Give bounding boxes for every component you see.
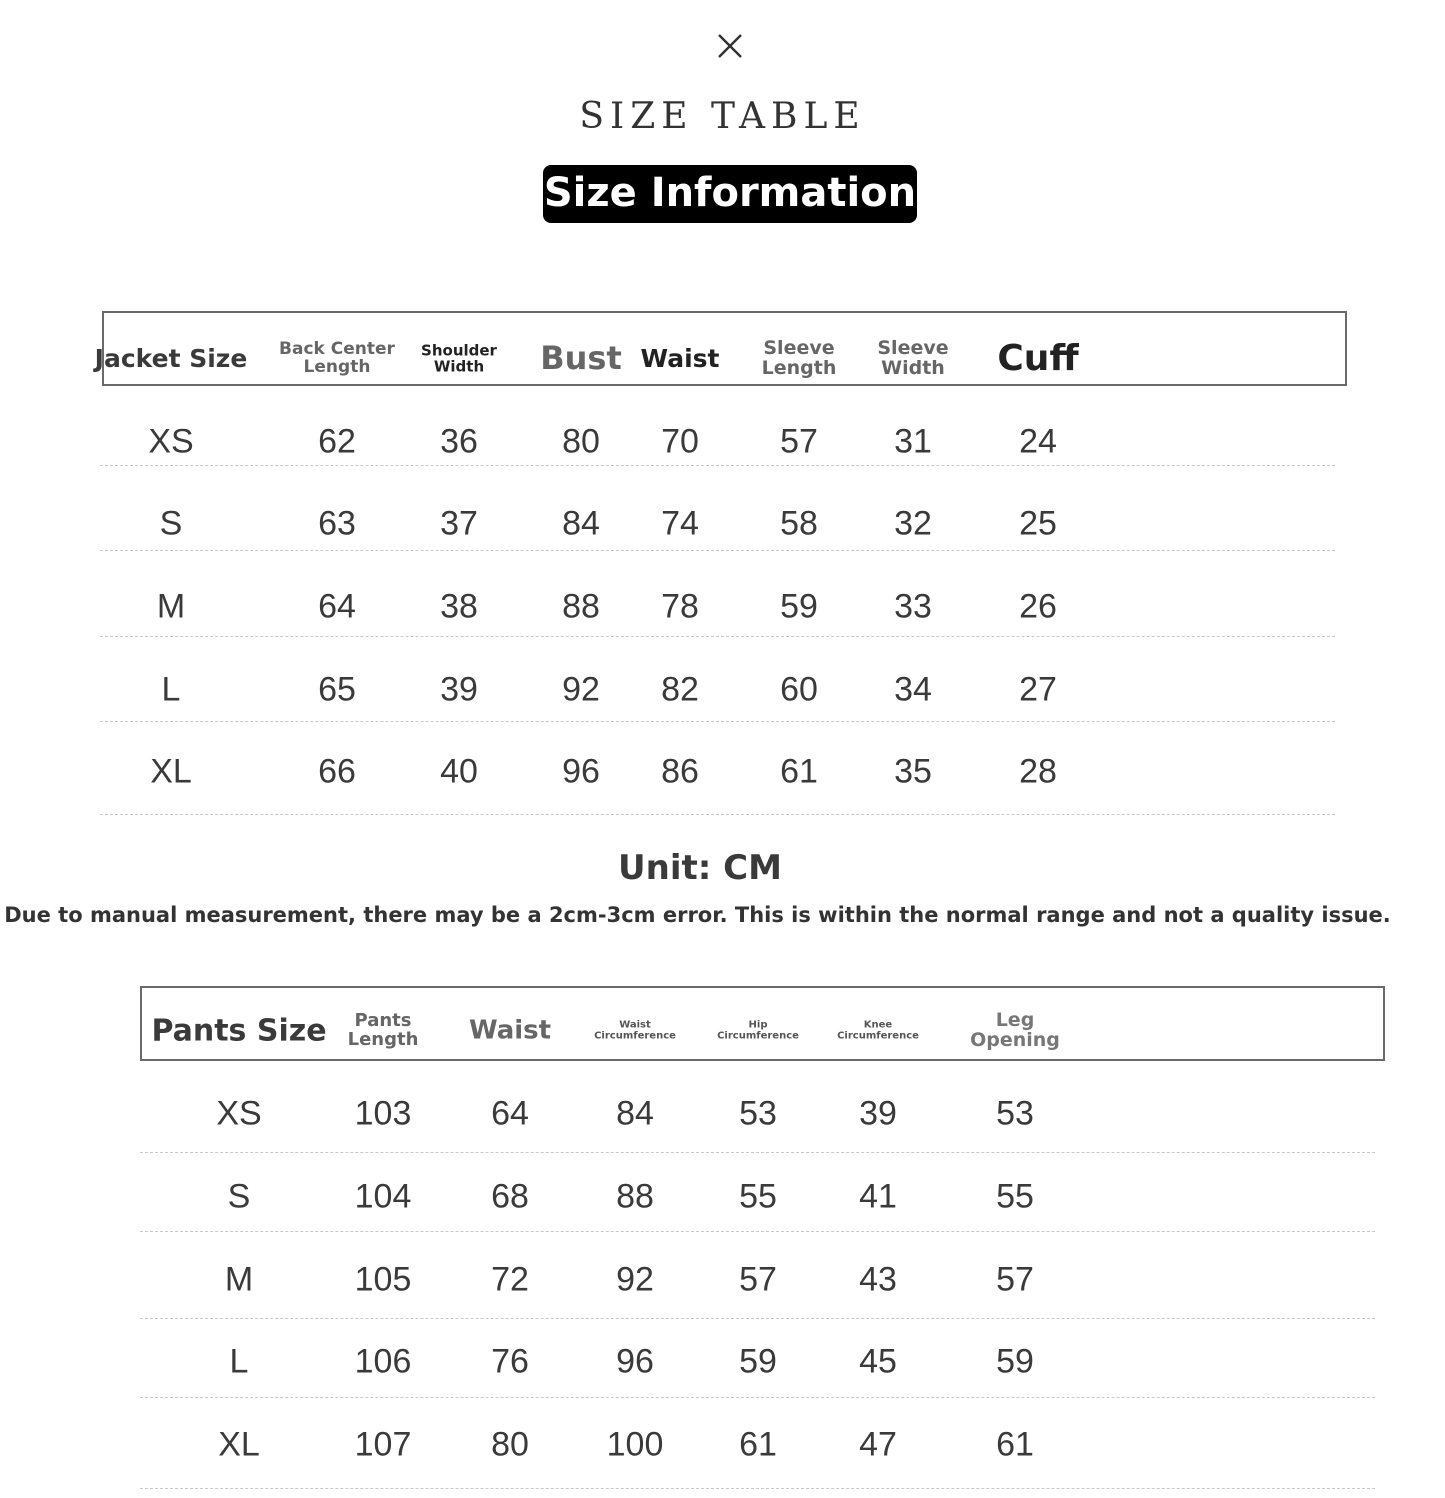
jacket-cell-r0-c0: XS xyxy=(148,422,194,461)
jacket-cell-r2-c4: 78 xyxy=(661,587,699,626)
pants-header-3: Waist Circumference xyxy=(594,1019,676,1041)
pants-cell-r1-c2: 68 xyxy=(491,1177,529,1216)
jacket-cell-r3-c7: 27 xyxy=(1019,670,1057,709)
pants-cell-r2-c2: 72 xyxy=(491,1260,529,1299)
jacket-cell-r1-c7: 25 xyxy=(1019,504,1057,543)
pants-cell-r1-c4: 55 xyxy=(739,1177,777,1216)
jacket-cell-r2-c6: 33 xyxy=(894,587,932,626)
jacket-cell-r1-c0: S xyxy=(159,504,183,543)
pants-header-4: Hip Circumference xyxy=(717,1019,799,1041)
pants-cell-r0-c2: 64 xyxy=(491,1094,529,1133)
pants-cell-r0-c1: 103 xyxy=(354,1094,412,1133)
jacket-cell-r1-c4: 74 xyxy=(661,504,699,543)
jacket-cell-r3-c5: 60 xyxy=(780,670,818,709)
pants-cell-r3-c3: 96 xyxy=(616,1342,654,1381)
pants-row-divider xyxy=(140,1318,1375,1319)
jacket-header-3: Bust xyxy=(540,339,622,378)
pants-header-6: Leg Opening xyxy=(970,1009,1060,1051)
pants-cell-r1-c3: 88 xyxy=(616,1177,654,1216)
pants-cell-r3-c1: 106 xyxy=(354,1342,412,1381)
jacket-cell-r2-c0: M xyxy=(156,587,186,626)
pants-cell-r4-c3: 100 xyxy=(606,1425,664,1464)
jacket-cell-r3-c6: 34 xyxy=(894,670,932,709)
pants-cell-r0-c3: 84 xyxy=(616,1094,654,1133)
pants-cell-r1-c6: 55 xyxy=(996,1177,1034,1216)
jacket-cell-r4-c4: 86 xyxy=(661,752,699,791)
jacket-cell-r3-c4: 82 xyxy=(661,670,699,709)
jacket-header-5: Sleeve Length xyxy=(761,337,837,379)
jacket-cell-r3-c0: L xyxy=(161,670,181,709)
pants-cell-r4-c4: 61 xyxy=(739,1425,777,1464)
jacket-cell-r1-c6: 32 xyxy=(894,504,932,543)
pants-cell-r3-c6: 59 xyxy=(996,1342,1034,1381)
pants-header-2: Waist xyxy=(468,1015,552,1046)
pants-cell-r1-c1: 104 xyxy=(354,1177,412,1216)
jacket-header-2: Shoulder Width xyxy=(421,341,497,375)
pants-cell-r4-c5: 47 xyxy=(859,1425,897,1464)
jacket-cell-r4-c6: 35 xyxy=(894,752,932,791)
pants-header-5: Knee Circumference xyxy=(837,1019,919,1041)
pants-header-1: Pants Length xyxy=(347,1010,419,1050)
jacket-cell-r0-c7: 24 xyxy=(1019,422,1057,461)
pants-cell-r2-c5: 43 xyxy=(859,1260,897,1299)
jacket-header-1: Back Center Length xyxy=(279,339,395,377)
jacket-cell-r1-c5: 58 xyxy=(780,504,818,543)
jacket-header-7: Cuff xyxy=(997,338,1079,380)
jacket-cell-r0-c3: 80 xyxy=(562,422,600,461)
jacket-cell-r3-c3: 92 xyxy=(562,670,600,709)
pants-header-0: Pants Size xyxy=(151,1013,327,1049)
jacket-cell-r4-c0: XL xyxy=(150,752,192,791)
jacket-cell-r2-c1: 64 xyxy=(318,587,356,626)
jacket-cell-r0-c5: 57 xyxy=(780,422,818,461)
jacket-cell-r2-c5: 59 xyxy=(780,587,818,626)
jacket-row-divider xyxy=(100,636,1335,637)
jacket-cell-r1-c2: 37 xyxy=(440,504,478,543)
jacket-cell-r4-c3: 96 xyxy=(562,752,600,791)
jacket-cell-r1-c3: 84 xyxy=(562,504,600,543)
pants-cell-r1-c5: 41 xyxy=(859,1177,897,1216)
pants-cell-r2-c4: 57 xyxy=(739,1260,777,1299)
jacket-cell-r4-c5: 61 xyxy=(780,752,818,791)
size-table-title: SIZE TABLE xyxy=(579,96,866,137)
pants-cell-r0-c0: XS xyxy=(216,1094,262,1133)
pants-cell-r0-c4: 53 xyxy=(739,1094,777,1133)
close-button[interactable] xyxy=(712,28,748,64)
pants-cell-r3-c4: 59 xyxy=(739,1342,777,1381)
jacket-row-divider xyxy=(100,814,1335,815)
jacket-header-4: Waist xyxy=(640,343,720,373)
jacket-cell-r2-c7: 26 xyxy=(1019,587,1057,626)
jacket-cell-r1-c1: 63 xyxy=(318,504,356,543)
unit-label: Unit: CM xyxy=(618,848,782,888)
pants-cell-r2-c3: 92 xyxy=(616,1260,654,1299)
close-icon xyxy=(712,28,748,64)
pants-cell-r2-c0: M xyxy=(224,1260,254,1299)
pants-cell-r3-c0: L xyxy=(229,1342,249,1381)
jacket-cell-r2-c3: 88 xyxy=(562,587,600,626)
pants-row-divider xyxy=(140,1231,1375,1232)
jacket-cell-r0-c4: 70 xyxy=(661,422,699,461)
pants-cell-r0-c5: 39 xyxy=(859,1094,897,1133)
pants-row-divider xyxy=(140,1488,1375,1489)
jacket-cell-r3-c1: 65 xyxy=(318,670,356,709)
pants-row-divider xyxy=(140,1397,1375,1398)
jacket-header-6: Sleeve Width xyxy=(877,337,949,379)
pants-cell-r0-c6: 53 xyxy=(996,1094,1034,1133)
jacket-row-divider xyxy=(100,550,1335,551)
jacket-row-divider xyxy=(100,465,1335,466)
pants-cell-r3-c2: 76 xyxy=(491,1342,529,1381)
jacket-cell-r3-c2: 39 xyxy=(440,670,478,709)
jacket-cell-r2-c2: 38 xyxy=(440,587,478,626)
jacket-cell-r0-c2: 36 xyxy=(440,422,478,461)
measurement-note: Due to manual measurement, there may be a 2cm-3cm error. This is within the normal range and not a quality issue. xyxy=(4,903,1391,927)
pants-cell-r4-c2: 80 xyxy=(491,1425,529,1464)
pants-cell-r4-c1: 107 xyxy=(354,1425,412,1464)
pants-cell-r4-c6: 61 xyxy=(996,1425,1034,1464)
jacket-cell-r4-c2: 40 xyxy=(440,752,478,791)
pants-cell-r3-c5: 45 xyxy=(859,1342,897,1381)
pants-cell-r1-c0: S xyxy=(227,1177,251,1216)
pants-cell-r2-c6: 57 xyxy=(996,1260,1034,1299)
jacket-cell-r4-c1: 66 xyxy=(318,752,356,791)
pants-cell-r4-c0: XL xyxy=(218,1425,260,1464)
jacket-header-0: Jacket Size xyxy=(94,343,248,373)
jacket-cell-r0-c6: 31 xyxy=(894,422,932,461)
pants-cell-r2-c1: 105 xyxy=(354,1260,412,1299)
size-information-badge: Size Information xyxy=(543,165,917,223)
jacket-cell-r0-c1: 62 xyxy=(318,422,356,461)
pants-row-divider xyxy=(140,1152,1375,1153)
jacket-cell-r4-c7: 28 xyxy=(1019,752,1057,791)
jacket-row-divider xyxy=(100,721,1335,722)
